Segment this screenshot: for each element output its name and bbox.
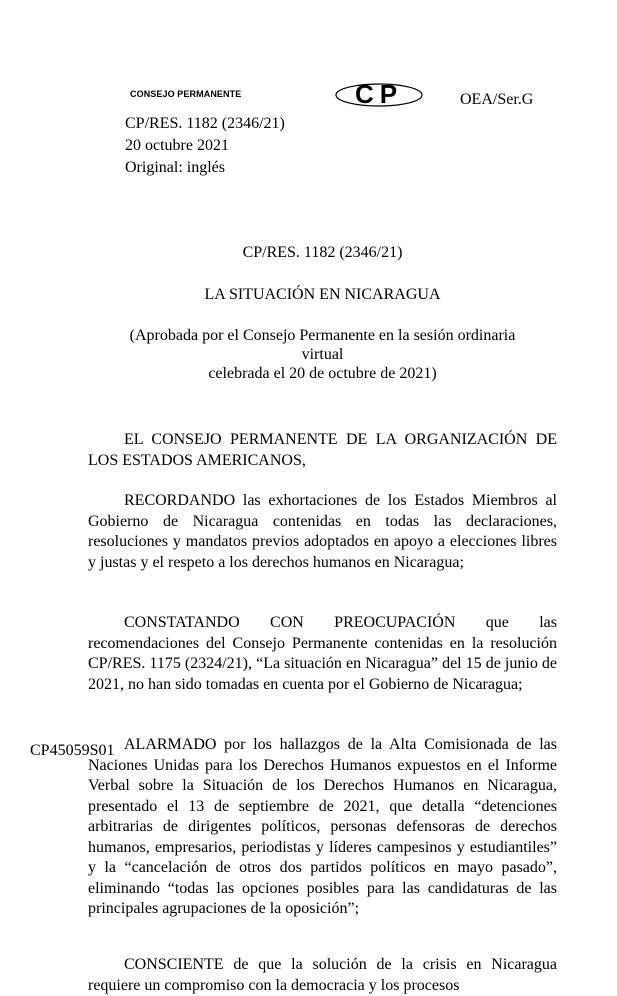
cp-logo — [334, 82, 424, 108]
approval-line-3: celebrada el 20 de octubre de 2021) — [208, 365, 437, 382]
resolution-title: LA SITUACIÓN EN NICARAGUA — [204, 286, 441, 303]
doc-original-language: Original: inglés — [125, 159, 225, 176]
resolution-number: CP/RES. 1182 (2346/21) — [242, 244, 403, 261]
paragraph-alarmado: ALARMADO por los hallazgos de la Alta Comisionada de las Naciones Unidas para los Derechos Humanos expuestos en el Informe Verbal sobre la Situación de los Derechos Humanos en Nicaragua, presentado el 13 de septiembre de 2021, que detalla “detenciones arbitrarias de dirigentes políticos, personas defensoras de derechos humanos, empresarios, periodistas y líderes campesinos y estudiantiles” y la “cancelación de otros dos partidos políticos en mayo pasado”, eliminando “todas las opciones posibles para las candidaturas de las principales agrupaciones de la oposición”; — [88, 736, 557, 917]
doc-date: 20 octubre 2021 — [125, 137, 229, 154]
paragraph-consciente: CONSCIENTE de que la solución de la crisis en Nicaragua requiere un compromiso con la democracia y los procesos — [88, 956, 557, 994]
document-info — [125, 113, 285, 179]
approval-line-2: virtual — [301, 346, 344, 363]
doc-number: CP/RES. 1182 (2346/21) — [125, 115, 285, 132]
series-code: OEA/Ser.G — [460, 91, 534, 108]
approval-line-1: (Aprobada por el Consejo Permanente en la sesión ordinaria — [129, 327, 516, 344]
document-side-code: CP45059S01 — [30, 742, 115, 759]
paragraph-constatando: CONSTATANDO CON PREOCUPACIÓN que las recomendaciones del Consejo Permanente contenidas en la resolución CP/RES. 1175 (2324/21), “La situación en Nicaragua” del 15 de junio de 2021, no han sido tomadas en cuenta por el Gobierno de Nicaragua; — [88, 614, 557, 693]
paragraph-preamble: EL CONSEJO PERMANENTE DE LA ORGANIZACIÓN DE LOS ESTADOS AMERICANOS, — [88, 431, 557, 469]
paragraph-recordando: RECORDANDO las exhortaciones de los Estados Miembros al Gobierno de Nicaragua contenidas en todas las declaraciones, resoluciones y mandatos previos adoptados en apoyo a elecciones libres y justas y el respeto a los derechos humanos en Nicaragua; — [88, 492, 557, 571]
approval-note — [88, 326, 557, 383]
logo-text: CP — [354, 82, 404, 108]
council-label: CONSEJO PERMANENTE — [130, 89, 242, 99]
